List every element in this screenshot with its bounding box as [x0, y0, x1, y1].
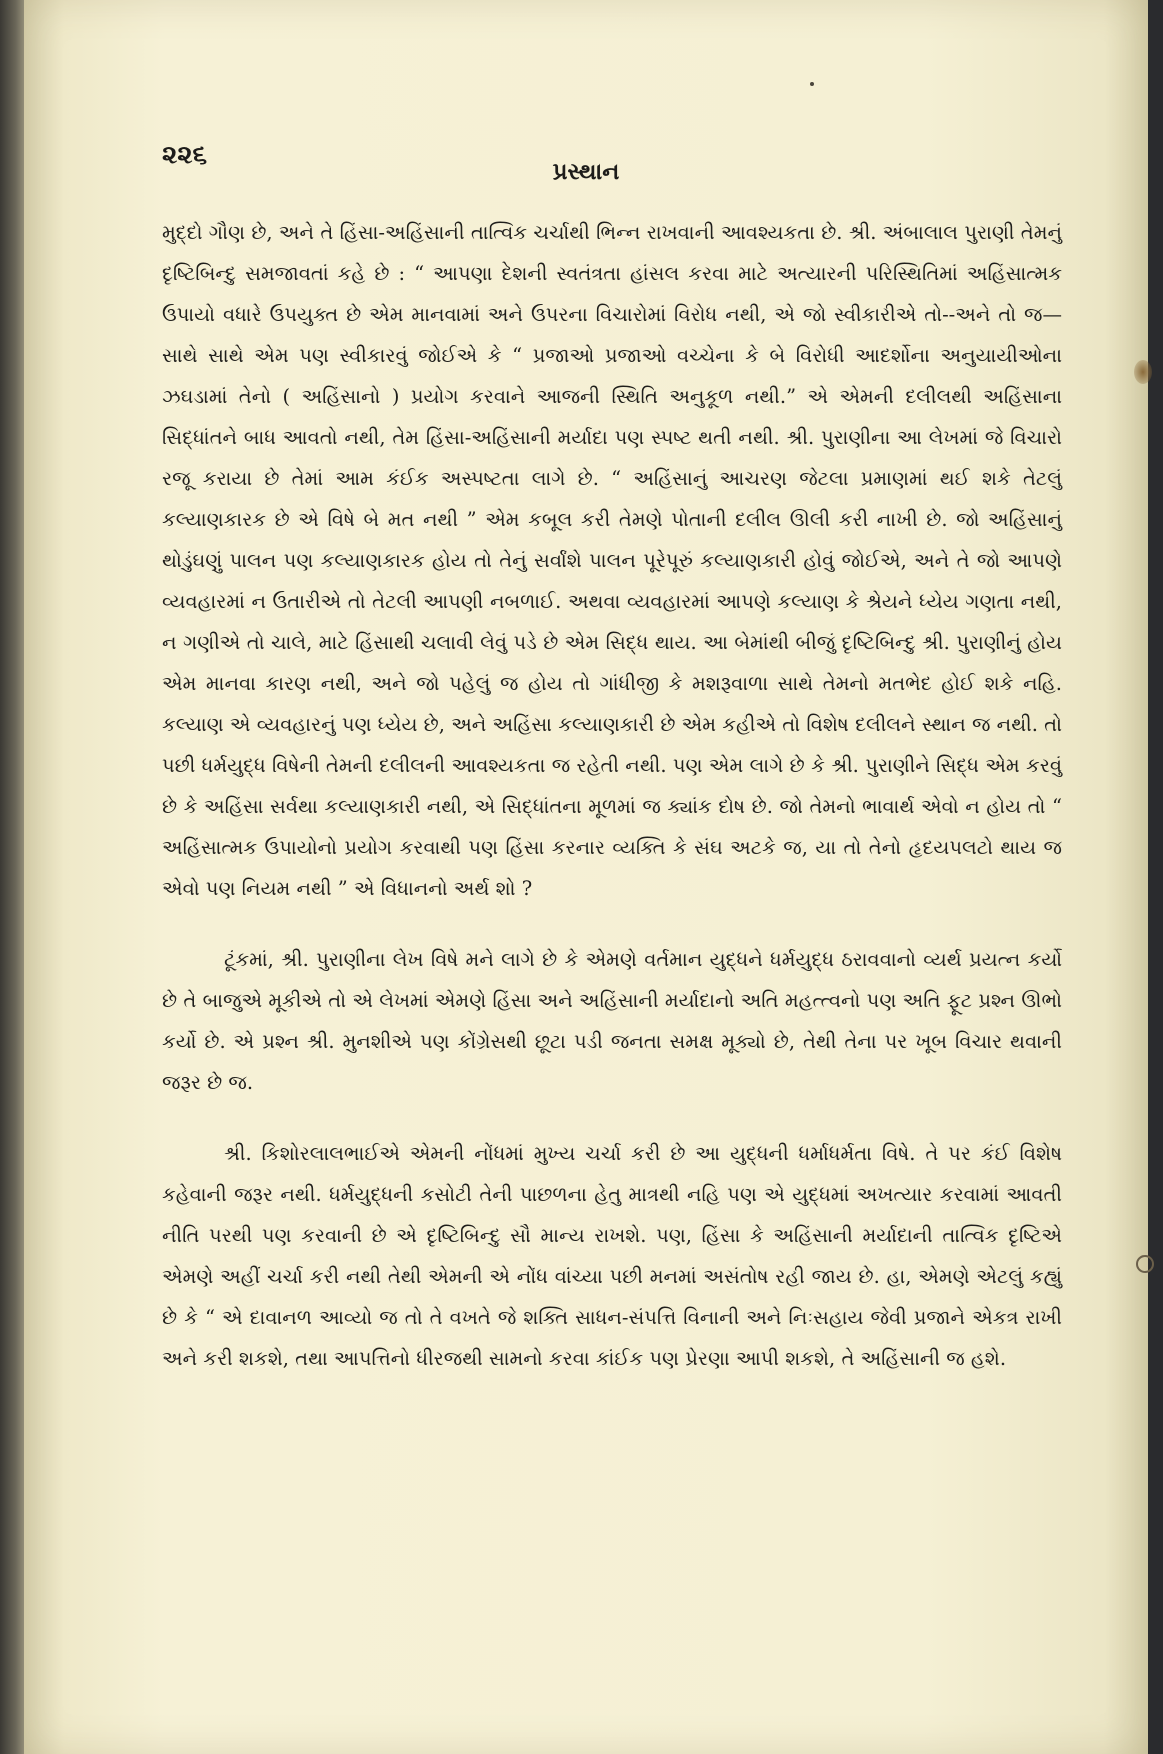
paragraph-1: મુદ્દો ગૌણ છે, અને તે હિંસા-અહિંસાની તાત્વિક ચર્ચાથી ભિન્ન રાખવાની આવશ્યકતા છે. શ્રી. અંબાલાલ પુરાણી તેમનું દૃષ્ટિબિન્દુ સમજાવતાં કહે છે : “ આપણા દેશની સ્વતંત્રતા હાંસલ કરવા માટે અત્યારની પરિસ્થિતિમાં અહિંસાત્મક ઉપાયો વધારે ઉપયુક્ત છે એમ માનવામાં અને ઉપરના વિચારોમાં વિરોધ નથી, એ જો સ્વીકારીએ તો--અને તો જ—સાથે સાથે એમ પણ સ્વીકારવું જોઈએ કે “ પ્રજાઓ પ્રજાઓ વચ્ચેના કે બે વિરોધી આદર્શોના અનુયાયીઓના ઝઘડામાં તેનો ( અહિંસાનો ) પ્રયોગ કરવાને આજની સ્થિતિ અનુકૂળ નથી.” એ એમની દલીલથી અહિંસાના સિદ્ધાંતને બાધ આવતો નથી, તેમ હિંસા-અહિંસાની મર્યાદા પણ સ્પષ્ટ થતી નથી. શ્રી. પુરાણીના આ લેખમાં જે વિચારો રજૂ કરાયા છે તેમાં આમ કંઈક અસ્પષ્ટતા લાગે છે. “ અહિંસાનું આચરણ જેટલા પ્રમાણમાં થઈ શકે તેટલું કલ્યાણકારક છે એ વિષે બે મત નથી ” એમ કબૂલ કરી તેમણે પોતાની દલીલ ઊલી કરી નાખી છે. જો અહિંસાનું થોડુંઘણું પાલન પણ કલ્યાણકારક હોય તો તેનું સર્વાંશે પાલન પૂરેપૂરું કલ્યાણકારી હોવું જોઈએ, અને તે જો આપણે વ્યવહારમાં ન ઉતારીએ તો તેટલી આપણી નબળાઈ. અથવા વ્યવહારમાં આપણે કલ્યાણ કે શ્રેયને ધ્યેય ગણતા નથી, ન ગણીએ તો ચાલે, માટે હિંસાથી ચલાવી લેવું પડે છે એમ સિદ્ધ થાય. આ બેમાંથી બીજું દૃષ્ટિબિન્દુ શ્રી. પુરાણીનું હોય એમ માનવા કારણ નથી, અને જો પહેલું જ હોય તો ગાંધીજી કે મશરૂવાળા સાથે તેમનો મતભેદ હોઈ શકે નહિ. કલ્યાણ એ વ્યવહારનું પણ ધ્યેય છે, અને અહિંસા કલ્યાણકારી છે એમ કહીએ તો વિશેષ દલીલને સ્થાન જ નથી. તો પછી ધર્મયુદ્ધ વિષેની તેમની દલીલની આવશ્યકતા જ રહેતી નથી. પણ એમ લાગે છે કે શ્રી. પુરાણીને સિદ્ધ એમ કરવું છે કે અહિંસા સર્વથા કલ્યાણકારી નથી, એ સિદ્ધાંતના મૂળમાં જ ક્યાંક દોષ છે. જો તેમનો ભાવાર્થ એવો ન હોય તો “ અહિંસાત્મક ઉપાયોનો પ્રયોગ કરવાથી પણ હિંસા કરનાર વ્યક્તિ કે સંઘ અટકે જ, યા તો તેનો હૃદયપલટો થાય જ એવો પણ નિયમ નથી ” એ વિધાનનો અર્થ શો ?	[162, 221, 1062, 900]
paper-stain	[1136, 1255, 1154, 1273]
page-number: ૨૨૬	[162, 140, 208, 170]
body-text	[162, 212, 1062, 1379]
running-head: પ્રસ્થાન	[552, 158, 620, 185]
paper-stain	[1134, 360, 1152, 384]
book-spine	[0, 0, 26, 1754]
paper-speck	[810, 82, 814, 86]
paragraph-2: ટૂંકમાં, શ્રી. પુરાણીના લેખ વિષે મને લાગે છે કે એમણે વર્તમાન યુદ્ધને ધર્મયુદ્ધ ઠરાવવાનો વ્યર્થ પ્રયત્ન કર્યો છે તે બાજુએ મૂકીએ તો એ લેખમાં એમણે હિંસા અને અહિંસાની મર્યાદાનો અતિ મહત્ત્વનો પણ અતિ ફૂટ પ્રશ્ન ઊભો કર્યો છે. એ પ્રશ્ન શ્રી. મુનશીએ પણ કોંગ્રેસથી છૂટા પડી જનતા સમક્ષ મૂક્યો છે, તેથી તેના પર ખૂબ વિચાર થવાની જરૂર છે જ.	[162, 948, 1062, 1094]
paragraph-3: શ્રી. કિશોરલાલભાઈએ એમની નોંધમાં મુખ્ય ચર્ચા કરી છે આ યુદ્ધની ધર્માધર્મતા વિષે. તે પર કંઈ વિશેષ કહેવાની જરૂર નથી. ધર્મયુદ્ધની કસોટી તેની પાછળના હેતુ માત્રથી નહિ પણ એ યુદ્ધમાં અખત્યાર કરવામાં આવતી નીતિ પરથી પણ કરવાની છે એ દૃષ્ટિબિન્દુ સૌ માન્ય રાખશે. પણ, હિંસા કે અહિંસાની મર્યાદાની તાત્વિક દૃષ્ટિએ એમણે અહીં ચર્ચા કરી નથી તેથી એમની એ નોંધ વાંચ્યા પછી મનમાં અસંતોષ રહી જાય છે. હા, એમણે એટલું કહ્યું છે કે “ એ દાવાનળ આવ્યો જ તો તે વખતે જે શક્તિ સાધન-સંપત્તિ વિનાની અને નિઃસહાય જેવી પ્રજાને એકત્ર રાખી અને કરી શકશે, તથા આપત્તિનો ધીરજથી સામનો કરવા કાંઈક પણ પ્રેરણા આપી શકશે, તે અહિંસાની જ હશે.	[162, 1142, 1062, 1370]
book-page	[24, 0, 1148, 1754]
